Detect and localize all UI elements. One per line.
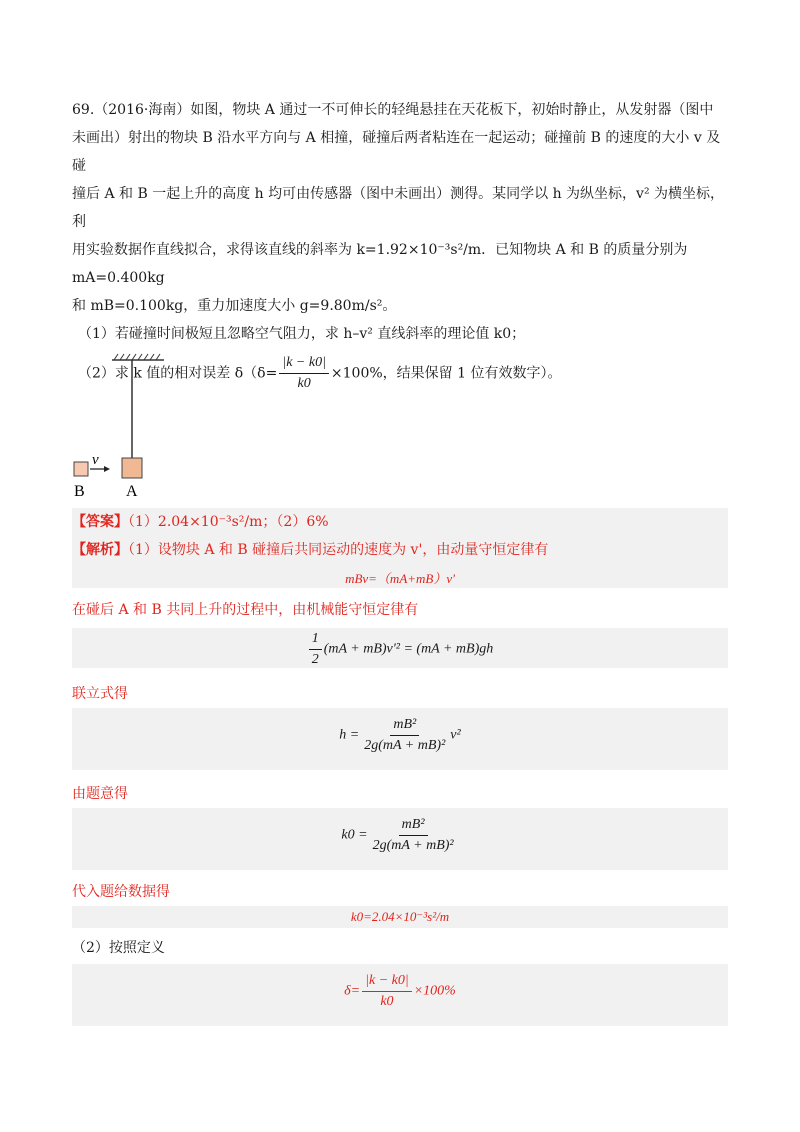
answer-line: 【答案】（1）2.04×10⁻³s²/m；（2）6% 【解析】（1）设物块 A 和 B 碰撞后共同运动的速度为 v'，由动量守恒定律有 <box>72 514 549 558</box>
analysis-tag: 【解析】 <box>72 542 128 558</box>
step-slope-text: 由题意得 <box>72 786 128 802</box>
block-a <box>122 458 142 478</box>
ceiling-hatch <box>112 354 164 360</box>
eq-momentum: mBv=（mA+mB）v' <box>345 571 455 586</box>
eq-k0-value: k0=2.04×10⁻³s²/m <box>350 909 450 924</box>
step-definition-text: （2）按照定义 <box>72 940 165 956</box>
question-line-5: 和 mB=0.100kg，重力加速度大小 g=9.80m/s²。 <box>72 298 397 314</box>
relative-error-fraction: $\frac{|k - k0|}{k0}$ <box>279 354 329 393</box>
analysis-intro: （1）设物块 A 和 B 碰撞后共同运动的速度为 v'，由动量守恒定律有 <box>128 542 549 558</box>
step-combine-text: 联立式得 <box>72 686 128 702</box>
eq-k0: k0 = $\frac{\text{mB²}}{\text{2g(mA + mB)²}}$ <box>341 817 454 853</box>
question-line-4: 用实验数据作直线拟合，求得该直线的斜率为 k=1.92×10⁻³s²/m．已知物块 A 和 B 的质量分别为 mA=0.400kg <box>72 242 688 286</box>
pendulum-figure <box>70 352 180 500</box>
eq-energy: $\frac{1}{2}$ (mA + mB)v'² = (mA + mB)gh <box>72 630 728 669</box>
step-energy-text: 在碰后 A 和 B 共同上升的过程中，由机械能守恒定律有 <box>72 602 419 618</box>
eq-h: h = $\frac{\text{mB²}}{\text{2g(mA + mB)²}}$ v² <box>339 717 461 753</box>
label-a: A <box>126 483 138 500</box>
question-part-2: （2）求 k 值的相对误差 δ（δ= $\frac{|k - k0|}{k0}$ ×100%，结果保留 1 位有效数字）。 <box>78 355 562 391</box>
eq-delta: δ= $\frac{|k - k0|}{k0}$ ×100% <box>344 973 456 1009</box>
question-part-1: （1）若碰撞时间极短且忽略空气阻力，求 h–v² 直线斜率的理论值 k0； <box>78 326 526 342</box>
question-line-2: 未画出）射出的物块 B 沿水平方向与 A 相撞，碰撞后两者粘连在一起运动；碰撞前 B 的速度的大小 v 及碰 <box>72 130 721 174</box>
question-line-3: 撞后 A 和 B 一起上升的高度 h 均可由传感器（图中未画出）测得。某同学以 h 为纵坐标，v² 为横坐标，利 <box>72 186 725 230</box>
block-b <box>74 462 88 476</box>
question-block <box>72 96 732 393</box>
question-line-1: 69.（2016·海南）如图，物块 A 通过一不可伸长的轻绳悬挂在天花板下，初始时静止，从发射器（图中 <box>72 102 714 118</box>
label-b: B <box>74 483 85 500</box>
label-v: v <box>92 452 99 468</box>
step-substitute-text: 代入题给数据得 <box>72 884 170 900</box>
